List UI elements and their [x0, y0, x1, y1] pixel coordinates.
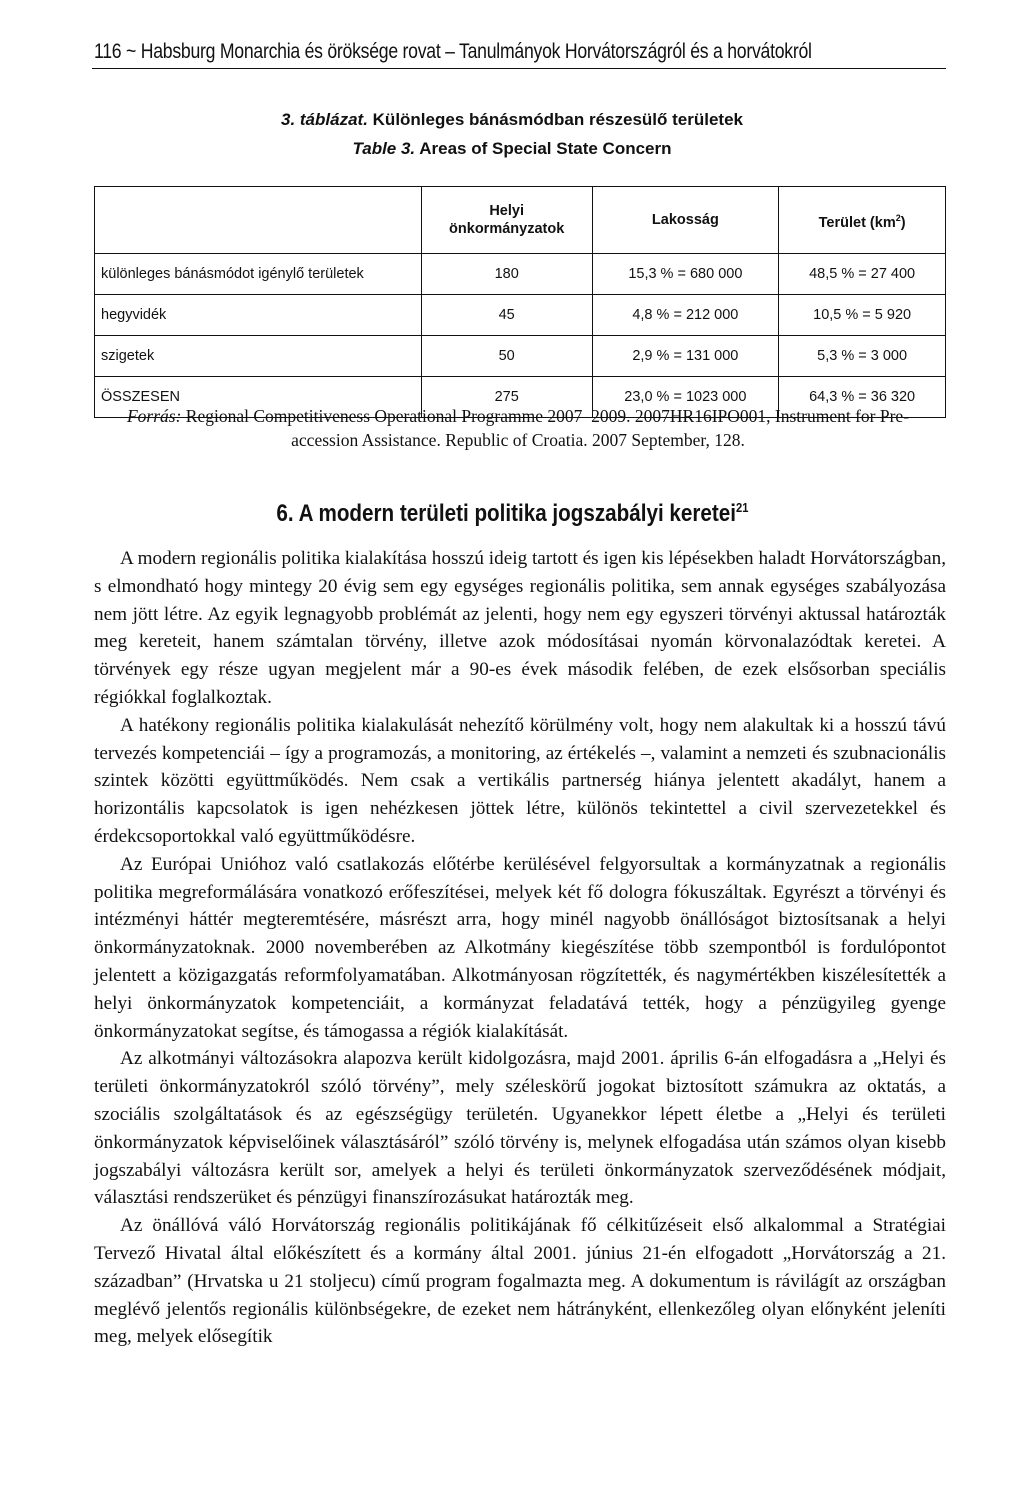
running-head: 116 ~ Habsburg Monarchia és öröksége rovat – Tanulmányok Horvátországról és a horvátokról	[94, 40, 812, 63]
cell-lakossag: 15,3 % = 680 000	[592, 254, 779, 295]
row-label: szigetek	[95, 336, 422, 377]
header-empty-cell	[95, 187, 422, 254]
table-label-hu: 3. táblázat.	[281, 110, 368, 129]
section-heading-inner	[276, 500, 748, 528]
table-row	[95, 336, 946, 377]
cell-terulet: 64,3 % = 36 320	[779, 377, 946, 418]
table-caption-hungarian	[0, 110, 1024, 130]
cell-helyi: 275	[421, 377, 592, 418]
cell-lakossag: 4,8 % = 212 000	[592, 295, 779, 336]
table-source-note	[118, 404, 918, 452]
row-label: különleges bánásmódot igénylő területek	[95, 254, 422, 295]
header-rule	[92, 68, 946, 69]
paragraph: Az önállóvá váló Horvátország regionális politikájának fő célkitűzéseit első alkalommal a Stratégiai Tervező Hivatal által előkészített és a kormány által 2001. június 21-én elfogadott „Horvátország a 21. században” (Hrvatska u 21 stoljecu) című program fogalmazta meg. A dokumentum is rávilágít az országban meglévő jelentős regionális különbségekre, de ezeket nem hátrányként, ellenkezőleg olyan előnyként jeleníti meg, melyek elősegítik	[94, 1215, 946, 1348]
row-label: hegyvidék	[95, 295, 422, 336]
cell-helyi: 50	[421, 336, 592, 377]
table-row	[95, 254, 946, 295]
source-text: Regional Competitiveness Operational Programme 2007–2009. 2007HR16IPO001, Instrument for Pre-accession Assistance. Republic of Croatia. 2007 September, 128.	[185, 406, 910, 450]
footnote-reference[interactable]: 21	[735, 500, 749, 515]
paragraph: Az alkotmányi változásokra alapozva került kidolgozásra, majd 2001. április 6-án elfogadásra a „Helyi és területi önkormányzatokról szóló törvény”, mely széleskörű jogokat biztosított számukra az oktatás, a szociális szolgáltatások és az egészségügy területén. Ugyanekkor lépett életbe a „Helyi és területi önkormányzatok képviselőinek választásáról” szóló törvény is, melynek elfogadása után számos olyan kisebb jogszabályi változásra került sor, amelyek a helyi és területi önkormányzatok szerveződésének módjait, választási rendszerüket és pénzügyi finanszírozásukat határozták meg.	[94, 1048, 946, 1209]
paragraph: Az Európai Unióhoz való csatlakozás előtérbe kerülésével felgyorsultak a kormányzatnak a regionális politika megreformálására vonatkozó erőfeszítései, melyek két fő dologra fókuszáltak. Egyrészt a törvényi és intézményi háttér megteremtésére, másrészt arra, hogy minél nagyobb önállóságot biztosítsanak a helyi önkormányzatoknak. 2000 novemberében az Alkotmány kiegészítése több szempontból is fordulópontot jelentett a közigazgatás reformfolyamatában. Alkotmányosan rögzítették, és nagymértékben kiszélesítették a helyi önkormányzatok kompetenciáit, a kormányzat feladatává tették, hogy a pénzügyileg gyenge önkormányzatokat segítse, és támogassa a régiók kialakítását.	[94, 853, 946, 1042]
header-terulet	[779, 187, 946, 254]
cell-terulet: 5,3 % = 3 000	[779, 336, 946, 377]
cell-helyi: 180	[421, 254, 592, 295]
section-heading-text: 6. A modern területi politika jogszabályi keretei	[275, 500, 736, 527]
header-terulet-superscript: 2	[895, 212, 901, 223]
header-lakossag: Lakosság	[592, 187, 779, 254]
cell-helyi: 45	[421, 295, 592, 336]
table-label-en: Table 3.	[352, 139, 416, 158]
table-caption-english	[0, 139, 1024, 159]
cell-terulet: 48,5 % = 27 400	[779, 254, 946, 295]
table-header-row	[95, 187, 946, 254]
cell-lakossag: 23,0 % = 1023 000	[592, 377, 779, 418]
row-label: ÖSSZESEN	[95, 377, 422, 418]
paragraph: A hatékony regionális politika kialakulását nehezítő körülmény volt, hogy nem alakultak ki a hosszú távú tervezés kompetenciái – így a programozás, a monitoring, az értékelés –, valamint a nemzeti és szubnacionális szintek közötti együttműködés. Nem csak a vertikális partnerség hiánya jelentett akadályt, hanem a horizontális kapcsolatok is igen nehézkesen jöttek létre, különös tekintettel a civil szervezetekkel és érdekcsoportokkal való együttműködésre.	[94, 714, 946, 847]
table-row	[95, 295, 946, 336]
table-title-en: Areas of Special State Concern	[419, 139, 672, 158]
table-title-hu: Különleges bánásmódban részesülő területek	[372, 110, 743, 129]
header-helyi-onkormanyzatok: Helyi önkormányzatok	[421, 187, 592, 254]
body-text	[94, 545, 946, 1351]
section-heading	[0, 500, 1024, 528]
cell-terulet: 10,5 % = 5 920	[779, 295, 946, 336]
source-label: Forrás:	[126, 406, 182, 426]
data-table	[94, 186, 946, 418]
header-terulet-close: )	[900, 214, 906, 231]
cell-lakossag: 2,9 % = 131 000	[592, 336, 779, 377]
paragraph: A modern regionális politika kialakítása hosszú ideig tartott és igen kis lépésekben haladt Horvátországban, s elmondható hogy mintegy 20 évig sem egy egységes regionális politika, sem annak egységes szabályozása nem jött létre. Az egyik legnagyobb problémát az jelenti, hogy nem egy egyszeri törvényi aktussal határozták meg kereteit, hanem számtalan törvény, illetve azok módosításai nyomán körvonalazódtak keretei. A törvények egy része ugyan megjelent már a 90-es évek második felében, de ezek elsősorban speciális régiókkal foglalkoztak.	[94, 548, 946, 708]
header-terulet-text: Terület (km	[818, 214, 896, 231]
